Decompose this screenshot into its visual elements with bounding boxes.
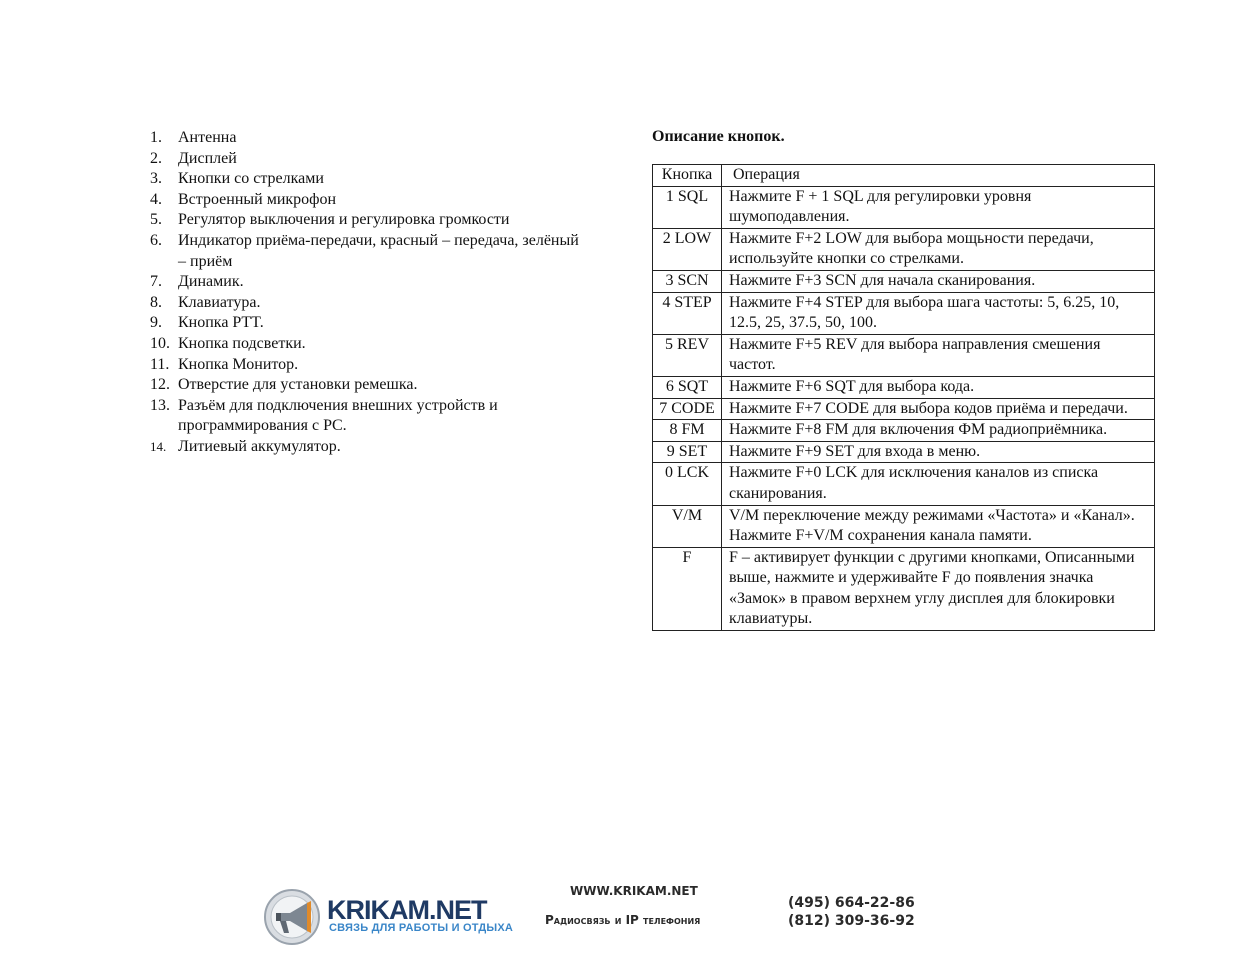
button-key: 5 REV — [653, 334, 722, 376]
list-item-number: 2. — [150, 149, 162, 167]
button-operation: Нажмите F+2 LOW для выбора мощьности передачи, используйте кнопки со стрелками. — [722, 228, 1155, 270]
list-item-text: Клавиатура. — [178, 293, 261, 311]
list-item-number: 8. — [150, 293, 162, 311]
button-operation: Нажмите F+9 SET для входа в меню. — [722, 441, 1155, 463]
buttons-table — [652, 164, 1155, 631]
list-item — [150, 313, 590, 334]
list-item-number: 4. — [150, 190, 162, 208]
list-item-number: 13. — [150, 396, 170, 414]
footer-description: Радиосвязь и IP телефония — [545, 913, 701, 927]
button-key: V/M — [653, 505, 722, 547]
footer — [0, 880, 1235, 954]
list-item — [150, 169, 590, 190]
list-item-number: 12. — [150, 376, 170, 394]
list-item — [150, 396, 590, 437]
table-row — [653, 292, 1155, 334]
footer-phone-moscow: (495) 664-22-86 — [788, 895, 915, 911]
table-row — [653, 398, 1155, 420]
list-item — [150, 334, 590, 355]
table-row — [653, 186, 1155, 228]
list-item-number: 14. — [150, 438, 167, 454]
table-row — [653, 334, 1155, 376]
button-key: 1 SQL — [653, 186, 722, 228]
list-item — [150, 437, 590, 458]
list-item-number: 7. — [150, 273, 162, 291]
list-item-text: Дисплей — [178, 149, 237, 167]
button-operation: Нажмите F+0 LCK для исключения каналов из списка сканирования. — [722, 463, 1155, 505]
list-item-text: Индикатор приёма-передачи, красный – передача, зелёный – приём — [178, 231, 579, 270]
list-item — [150, 293, 590, 314]
table-row — [653, 505, 1155, 547]
list-item-text: Регулятор выключения и регулировка громкости — [178, 211, 510, 229]
button-operation: Нажмите F+5 REV для выбора направления смешения частот. — [722, 334, 1155, 376]
column-header-key: Кнопка — [653, 165, 722, 187]
list-item-text: Отверстие для установки ремешка. — [178, 376, 418, 394]
table-row — [653, 270, 1155, 292]
list-item-text: Кнопка Монитор. — [178, 355, 299, 373]
button-operation: Нажмите F+8 FM для включения ФМ радиоприёмника. — [722, 420, 1155, 442]
list-item-number: 1. — [150, 129, 162, 146]
button-key: 7 CODE — [653, 398, 722, 420]
table-row — [653, 376, 1155, 398]
list-item — [150, 149, 590, 170]
list-item-text: Антенна — [178, 129, 237, 146]
list-item-number: 10. — [150, 334, 170, 352]
list-item-text: Кнопка подсветки. — [178, 334, 306, 352]
megaphone-logo-icon — [263, 888, 321, 946]
footer-website[interactable]: WWW.KRIKAM.NET — [570, 884, 698, 898]
logo-text: KRIKAM.NET — [327, 895, 487, 925]
table-header-row — [653, 165, 1155, 187]
list-item-text: Кнопка PTT. — [178, 314, 264, 332]
logo-tagline: СВЯЗЬ ДЛЯ РАБОТЫ И ОТДЫХА — [329, 922, 514, 934]
button-operation: F – активирует функции с другими кнопками, Описанными выше, нажмите и удерживайте F до появления значка «Замок» в правом верхнем углу дисплея для блокировки клавиатуры. — [722, 547, 1155, 630]
footer-phone-spb: (812) 309-36-92 — [788, 913, 915, 929]
list-item-number: 11. — [150, 355, 170, 373]
list-item-text: Кнопки со стрелками — [178, 170, 324, 188]
list-item — [150, 375, 590, 396]
button-key: 6 SQT — [653, 376, 722, 398]
list-item — [150, 190, 590, 211]
button-operation: Нажмите F+4 STEP для выбора шага частоты: 5, 6.25, 10, 12.5, 25, 37.5, 50, 100. — [722, 292, 1155, 334]
list-item-number: 9. — [150, 314, 162, 332]
list-item-number: 5. — [150, 211, 162, 229]
list-item — [150, 355, 590, 376]
parts-list — [150, 128, 590, 458]
table-row — [653, 441, 1155, 463]
button-key: 0 LCK — [653, 463, 722, 505]
button-key: 4 STEP — [653, 292, 722, 334]
column-header-operation: Операция — [722, 165, 1155, 187]
list-item — [150, 128, 590, 149]
button-operation: Нажмите F+6 SQT для выбора кода. — [722, 376, 1155, 398]
table-row — [653, 420, 1155, 442]
button-key: 3 SCN — [653, 270, 722, 292]
list-item-text: Литиевый аккумулятор. — [178, 437, 341, 455]
button-key: 9 SET — [653, 441, 722, 463]
table-row — [653, 547, 1155, 630]
list-item-text: Встроенный микрофон — [178, 190, 337, 208]
list-item — [150, 210, 590, 231]
button-operation: V/M переключение между режимами «Частота» и «Канал». Нажмите F+V/M сохранения канала памяти. — [722, 505, 1155, 547]
list-item — [150, 272, 590, 293]
table-row — [653, 228, 1155, 270]
button-operation: Нажмите F + 1 SQL для регулировки уровня шумоподавления. — [722, 186, 1155, 228]
button-key: 2 LOW — [653, 228, 722, 270]
list-item — [150, 231, 590, 272]
section-heading: Описание кнопок. — [652, 128, 785, 145]
button-key: 8 FM — [653, 420, 722, 442]
button-operation: Нажмите F+3 SCN для начала сканирования. — [722, 270, 1155, 292]
list-item-number: 6. — [150, 231, 162, 249]
list-item-text: Разъём для подключения внешних устройств и программирования с PC. — [178, 396, 498, 435]
table-row — [653, 463, 1155, 505]
button-key: F — [653, 547, 722, 630]
list-item-text: Динамик. — [178, 273, 244, 291]
button-operation: Нажмите F+7 CODE для выбора кодов приёма и передачи. — [722, 398, 1155, 420]
list-item-number: 3. — [150, 170, 162, 188]
